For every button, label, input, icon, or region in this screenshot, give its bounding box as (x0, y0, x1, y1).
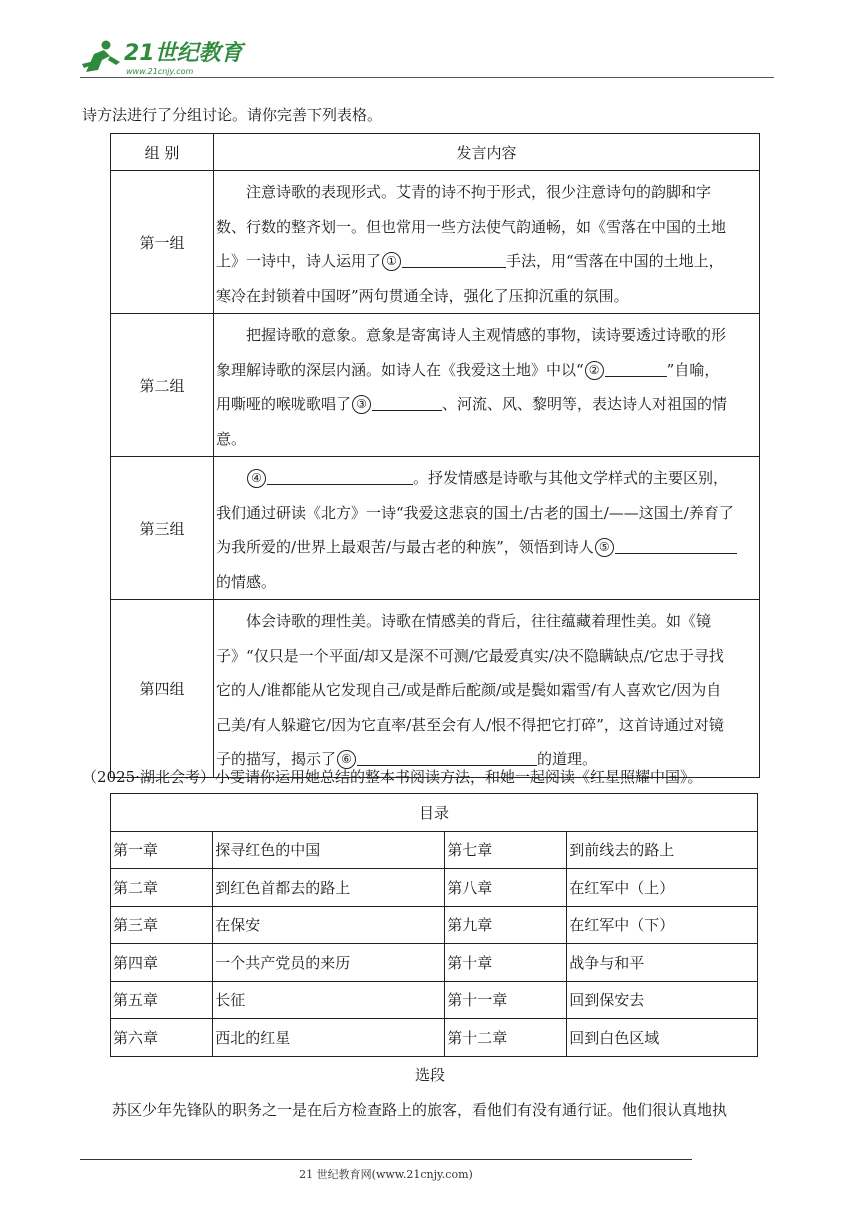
answer-blank-5[interactable] (615, 538, 737, 554)
answer-blank-2[interactable] (605, 361, 667, 377)
question-line: （2025·湖北会考）小雯请你运用她总结的整本书阅读方法，和她一起阅读《红星照耀中国》。 (82, 768, 703, 786)
header-content: 发言内容 (214, 134, 760, 171)
content-line: 用嘶哑的喉咙歌唱了 ③ 、河流、风、黎明等，表达诗人对祖国的情 (216, 395, 728, 413)
logo-sub: www.21cnjy.com (126, 67, 194, 76)
chapter-number: 第三章 (111, 906, 213, 944)
intro-line: 诗方法进行了分组讨论。请你完善下列表格。 (82, 106, 383, 124)
content-line: 体会诗歌的理性美。诗歌在情感美的背后，往往蕴藏着理性美。如《镜 (246, 612, 712, 630)
blank-number: ⑤ (595, 538, 614, 557)
group-label: 第三组 (111, 457, 214, 600)
group-content (214, 457, 760, 600)
content-line: 的情感。 (216, 572, 277, 591)
chapter-title: 回到保安去 (567, 981, 758, 1019)
group-label: 第二组 (111, 314, 214, 457)
chapter-number: 第十章 (445, 944, 567, 982)
blank-number: ① (382, 252, 401, 271)
chapter-number: 第一章 (111, 831, 213, 869)
chapter-number: 第十一章 (445, 981, 567, 1019)
table-row (111, 171, 760, 314)
chapter-title: 长征 (213, 981, 445, 1019)
chapter-number: 第九章 (445, 906, 567, 944)
chapter-title: 到红色首都去的路上 (213, 869, 445, 907)
group-label: 第一组 (111, 171, 214, 314)
group-content (214, 171, 760, 314)
table-row (111, 869, 758, 907)
table-row (111, 981, 758, 1019)
toc-title: 目录 (111, 794, 758, 832)
header-group: 组 别 (111, 134, 214, 171)
content-line: 子》“仅只是一个平面/却又是深不可测/它最爱真实/决不隐瞒缺点/它忠于寻找 (216, 646, 724, 665)
chapter-title: 在保安 (213, 906, 445, 944)
group-content (214, 600, 760, 778)
answer-blank-1[interactable] (402, 252, 506, 268)
chapter-title: 到前线去的路上 (567, 831, 758, 869)
content-line: 意。 (216, 429, 247, 448)
toc-table (110, 793, 758, 1057)
group-content (214, 314, 760, 457)
blank-number: ② (585, 361, 604, 380)
table-row (111, 944, 758, 982)
content-line: 为我所爱的/世界上最艰苦/与最古老的种族”，领悟到诗人 ⑤ (216, 530, 759, 565)
chapter-title: 回到白色区域 (567, 1019, 758, 1057)
content-line: 把握诗歌的意象。意象是寄寓诗人主观情感的事物，读诗要透过诗歌的形 (246, 326, 727, 344)
chapter-title: 在红军中（下） (567, 906, 758, 944)
chapter-number: 第六章 (111, 1019, 213, 1057)
chapter-number: 第八章 (445, 869, 567, 907)
answer-blank-3[interactable] (372, 395, 442, 411)
chapter-number: 第七章 (445, 831, 567, 869)
discussion-table (110, 133, 760, 778)
content-line: 己美/有人躲避它/因为它直率/甚至会有人/恨不得把它打碎”，这首诗通过对镜 (216, 715, 724, 734)
toc-title-row (111, 794, 758, 832)
chapter-title: 探寻红色的中国 (213, 831, 445, 869)
site-logo (80, 36, 250, 78)
content-line: 它的人/谁都能从它发现自己/或是酢后酡颜/或是鬓如霜雪/有人喜欢它/因为自 (216, 681, 722, 699)
chapter-number: 第四章 (111, 944, 213, 982)
footer-text: 21 世纪教育网(www.21cnjy.com) (299, 1168, 473, 1181)
blank-number: ④ (247, 469, 266, 488)
chapter-number: 第二章 (111, 869, 213, 907)
blank-number: ③ (352, 395, 371, 414)
chapter-title: 西北的红星 (213, 1019, 445, 1057)
chapter-number: 第十二章 (445, 1019, 567, 1057)
group-label: 第四组 (111, 600, 214, 778)
answer-blank-6[interactable] (357, 750, 537, 766)
table-row (111, 457, 760, 600)
footer-rule (80, 1159, 692, 1160)
table-row (111, 906, 758, 944)
content-line: ④ 。抒发情感是诗歌与其他文学样式的主要区别， (216, 461, 759, 496)
answer-blank-4[interactable] (267, 469, 413, 485)
table-header-row (111, 134, 760, 171)
content-line: 子的描写，揭示了 ⑥ 的道理。 (216, 750, 598, 768)
table-row (111, 1019, 758, 1057)
table-row (111, 314, 760, 457)
blank-number: ⑥ (337, 750, 356, 769)
header-rule (80, 77, 774, 78)
content-line: 上》一诗中，诗人运用了 ① 手法，用“雪落在中国的土地上， (216, 252, 724, 270)
content-line: 我们通过研读《北方》一诗“我爱这悲哀的国土/古老的国土/——这国土/养育了 (216, 503, 734, 522)
table-row (111, 831, 758, 869)
content-line: 寒冷在封锁着中国呀”两句贯通全诗，强化了压抑沉重的氛围。 (216, 286, 629, 305)
chapter-title: 战争与和平 (567, 944, 758, 982)
chapter-number: 第五章 (111, 981, 213, 1019)
content-line: 数、行数的整齐划一。但也常用一些方法使气韵通畅，如《雪落在中国的土地 (216, 217, 727, 236)
table-row (111, 600, 760, 778)
excerpt-line: 苏区少年先锋队的职务之一是在后方检查路上的旅客，看他们有没有通行证。他们很认真地执 (112, 1101, 728, 1119)
content-line: 注意诗歌的表现形式。艾青的诗不拘于形式，很少注意诗句的韵脚和字 (246, 183, 712, 201)
logo-text: 21世纪教育 (124, 41, 243, 66)
content-line: 象理解诗歌的深层内涵。如诗人在《我爱这土地》中以“ ② ”自喻， (216, 360, 720, 379)
chapter-title: 在红军中（上） (567, 869, 758, 907)
chapter-title: 一个共产党员的来历 (213, 944, 445, 982)
excerpt-heading: 选段 (414, 1066, 445, 1084)
